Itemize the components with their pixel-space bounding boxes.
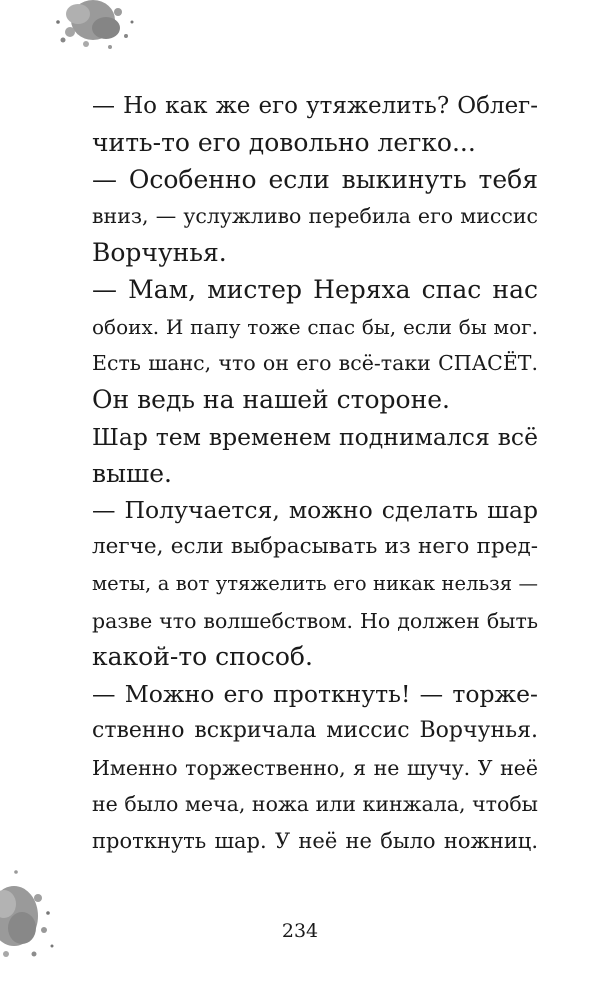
text-line: меты, а вот утяжелить его никак нельзя — xyxy=(92,571,538,595)
ink-splat-decoration-bottom xyxy=(0,858,64,970)
text-line: выше. xyxy=(92,458,172,488)
text-line: легче, если выбрасывать из него пред- xyxy=(92,534,538,559)
text-line: Есть шанс, что он его всё-таки СПАСЁТ. xyxy=(92,351,538,376)
text-line: ственно вскричала миссис Ворчунья. xyxy=(92,717,538,743)
text-line: Он ведь на нашей стороне. xyxy=(92,385,450,414)
page-number: 234 xyxy=(281,920,319,942)
text-line: обоих. И папу тоже спас бы, если бы мог. xyxy=(92,314,538,339)
text-line: — Можно его проткнуть! — торже- xyxy=(92,680,538,708)
text-line: вниз, — услужливо перебила его миссис xyxy=(92,204,538,229)
text-line: чить-то его довольно легко... xyxy=(92,127,476,157)
text-line: не было меча, ножа или кинжала, чтобы xyxy=(92,792,538,817)
text-line: Именно торжественно, я не шучу. У неё xyxy=(92,755,538,780)
text-line: — Но как же его утяжелить? Облег- xyxy=(92,93,538,119)
text-line: Ворчунья. xyxy=(92,238,227,267)
text-line: какой-то способ. xyxy=(92,642,313,672)
text-line: — Получается, можно сделать шар xyxy=(92,496,538,525)
body-text xyxy=(92,88,538,860)
text-line: Шар тем временем поднимался всё xyxy=(92,422,538,451)
text-line: — Мам, мистер Неряха спас нас xyxy=(92,274,538,304)
text-line: — Особенно если выкинуть тебя xyxy=(92,164,538,194)
text-line: разве что волшебством. Но должен быть xyxy=(92,608,538,633)
text-line: проткнуть шар. У неё не было ножниц. xyxy=(92,829,538,853)
ink-splat-decoration-top xyxy=(48,0,138,62)
